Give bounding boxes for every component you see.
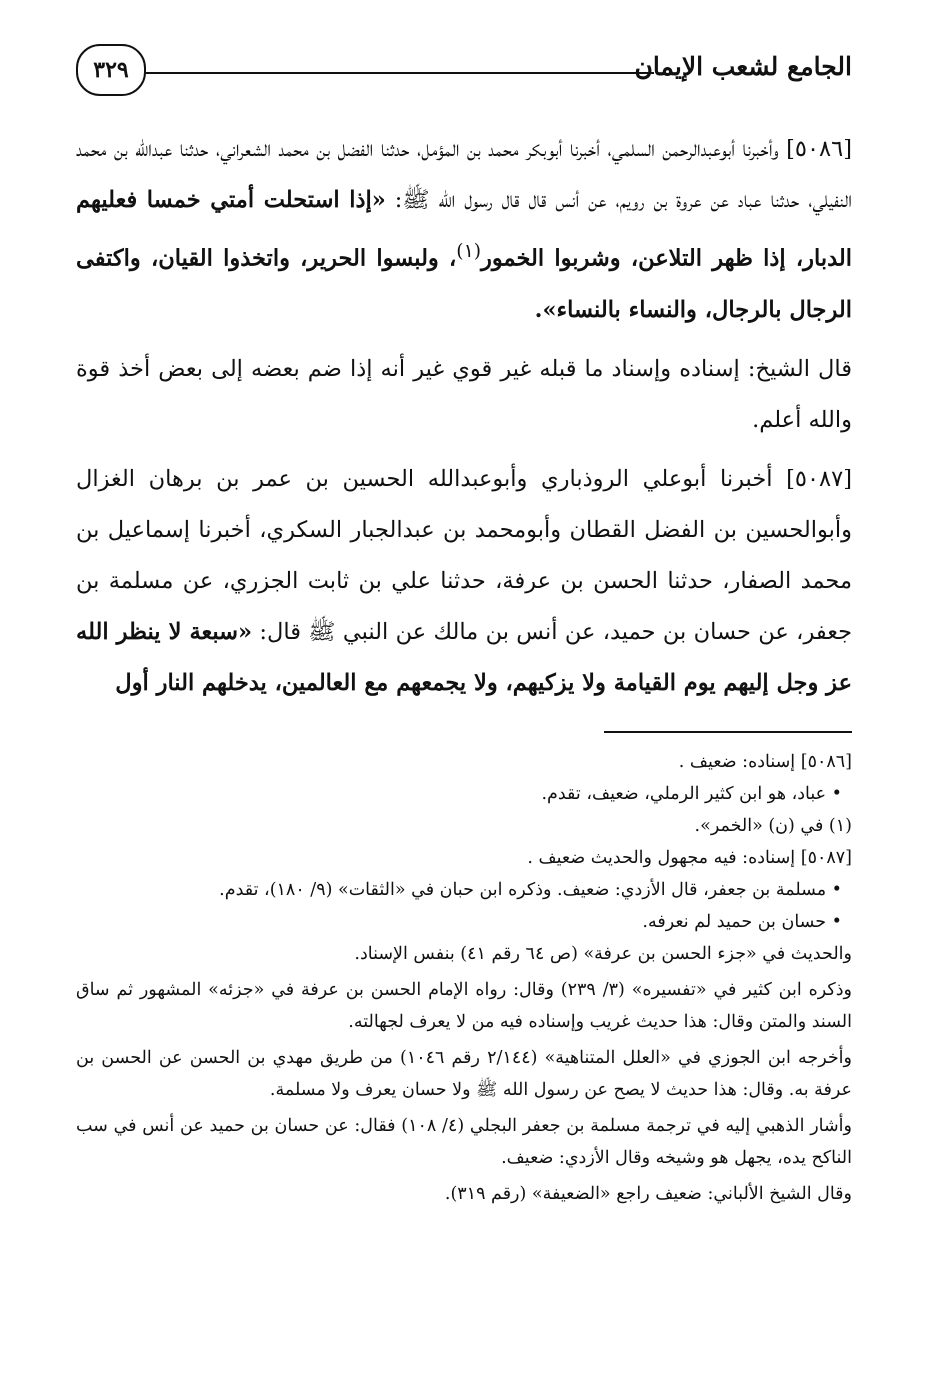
hadith-5086 (76, 124, 852, 336)
footnote-mark: (١) (456, 241, 482, 262)
hadith-matn-cont: ، ولبسوا الحرير، واتخذوا القيان، واكتفى الرجال بالرجال، والنساء بالنساء». (76, 245, 852, 323)
footnotes (76, 746, 852, 1210)
page-number: ٣٢٩ (76, 44, 146, 96)
main-text (76, 124, 852, 709)
running-header (76, 44, 852, 106)
footnote-grade-5087: [٥٠٨٧] إسناده: فيه مجهول والحديث ضعيف . (527, 848, 852, 868)
footnote-narrator-note: • حسان بن حميد لم نعرفه. (642, 912, 842, 932)
hadith-ref: [٥٠٨٧] (786, 465, 852, 492)
footnote-separator (604, 731, 852, 733)
shaykh-comment: قال الشيخ: إسناده وإسناد ما قبله غير قوي غير أنه إذا ضم بعضه إلى بعض أخذ قوة والله أعلم. (76, 355, 852, 433)
footnote-source: وأشار الذهبي إليه في ترجمة مسلمة بن جعفر البجلي (٤/ ١٠٨) فقال: عن حسان بن حميد عن أنس في سب الناكح يده، يجهل هو وشيخه وقال الأزدي: ضعيف. (76, 1116, 852, 1168)
isnad-text: أخبرنا أبوعلي الروذباري وأبوعبدالله الحسين بن عمر بن برهان الغزال وأبوالحسين بن الفضل القطان وأبومحمد بن عبدالجبار السكري، أخبرنا إسماعيل بن محمد الصفار، حدثنا الحسن بن عرفة، حدثنا علي بن ثابت الجزري، عن مسلمة بن جعفر، عن حسان بن حميد، عن أنس بن مالك عن النبي ﷺ قال: (76, 465, 852, 645)
book-title: الجامع لشعب الإيمان (634, 52, 852, 81)
footnote-source: وأخرجه ابن الجوزي في «العلل المتناهية» (٢/١٤٤ رقم ١٠٤٦) من طريق مهدي بن الحسن عن الحسن بن عرفة به. وقال: هذا حديث لا يصح عن رسول الله ﷺ ولا حسان يعرف ولا مسلمة. (76, 1048, 852, 1100)
hadith-matn: «إذا استحلت أمتي خمسا فعليهم الدبار، إذا ظهر التلاعن، وشربوا الخمور (76, 187, 852, 272)
footnote-source: والحديث في «جزء الحسن بن عرفة» (ص ٦٤ رقم ٤١) بنفس الإسناد. (354, 944, 852, 964)
header-rule (146, 72, 654, 74)
isnad-text: وأخبرنا أبوعبدالرحمن السلمي، أخبرنا أبوبكر محمد بن المؤمل، حدثنا الفضل بن محمد الشعراني، حدثنا عبدالله بن محمد النفيلي، حدثنا عباد عن عروة بن رويم، عن أنس قال قال رسول الله ﷺ: (76, 136, 852, 213)
footnote-source: وذكره ابن كثير في «تفسيره» (٣/ ٢٣٩) وقال: رواه الإمام الحسن بن عرفة في «جزئه» المشهور ثم ساق السند والمتن وقال: هذا حديث غريب وإسناده فيه من لا يعرف لجهالته. (76, 980, 853, 1032)
hadith-ref: [٥٠٨٦] (786, 136, 852, 162)
footnote-narrator-note: • مسلمة بن جعفر، قال الأزدي: ضعيف. وذكره ابن حبان في «الثقات» (٩/ ١٨٠)، تقدم. (219, 880, 842, 900)
footnote-source: وقال الشيخ الألباني: ضعيف راجع «الضعيفة» (رقم ٣١٩). (444, 1184, 852, 1204)
footnote-variant: (١) في (ن) «الخمر». (694, 816, 852, 836)
footnote-narrator-note: • عباد، هو ابن كثير الرملي، ضعيف، تقدم. (541, 784, 842, 804)
hadith-matn: «سبعة لا ينظر الله عز وجل إليهم يوم القيامة ولا يزكيهم، ولا يجمعهم مع العالمين، يدخلهم النار أول (76, 618, 852, 696)
hadith-5087 (76, 454, 852, 709)
footnote-grade-5086: [٥٠٨٦] إسناده: ضعيف . (678, 752, 852, 772)
